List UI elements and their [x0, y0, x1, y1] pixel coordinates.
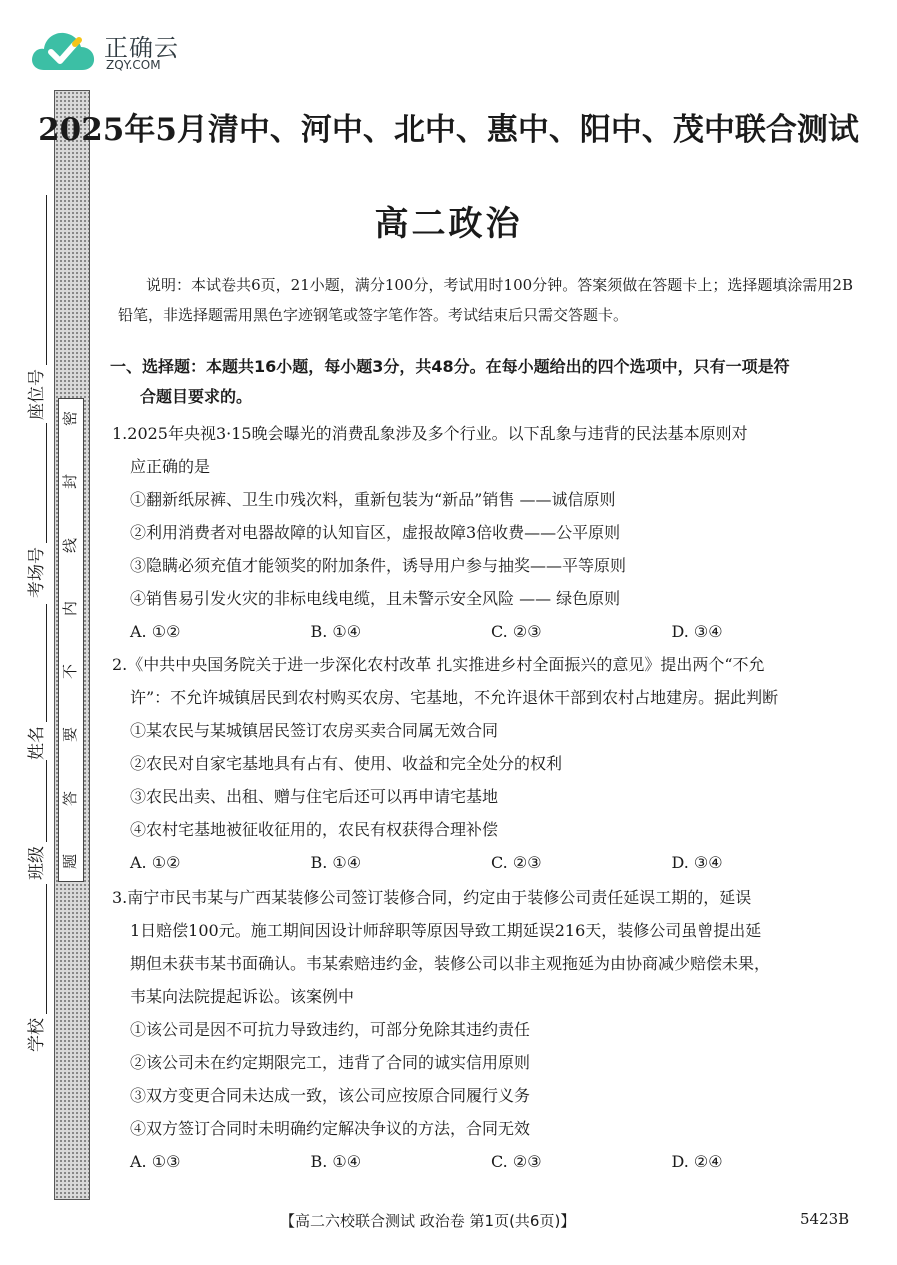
question-stem [112, 648, 852, 714]
exam-instructions: 说明：本试卷共6页，21小题，满分100分，考试用时100分钟。答案须做在答题卡上；选择题填涂需用2B铅笔，非选择题需用黑色字迹钢笔或签字笔作答。考试结束后只需交答题卡。 [118, 276, 853, 324]
brand-logo [30, 24, 200, 80]
exam-room-field[interactable] [22, 423, 47, 598]
choice-a[interactable]: A. ①③ [130, 1152, 181, 1171]
question-stem [112, 881, 852, 1013]
choice-d[interactable]: D. ②④ [671, 1152, 723, 1171]
question-stem [112, 417, 852, 483]
question-2 [112, 648, 852, 879]
choice-d[interactable]: D. ③④ [671, 622, 723, 641]
stem-line: 期但未获韦某书面确认。韦某索赔违约金，装修公司以非主观拖延为由协商减少赔偿未果， [130, 954, 771, 973]
stem-line: 韦某向法院提起诉讼。该案例中 [130, 987, 355, 1006]
stem-line: 应正确的是 [130, 457, 211, 476]
statement: ②该公司未在约定期限完工，违背了合同的诚实信用原则 [130, 1053, 531, 1072]
footer-code: 5423B [800, 1210, 850, 1228]
stem-line: 3.南宁市民韦某与广西某装修公司签订装修合同，约定由于装修公司责任延误工期的，延误 [112, 888, 752, 907]
statement: ③双方变更合同未达成一致，该公司应按原合同履行义务 [130, 1086, 531, 1105]
choice-b[interactable]: B. ①④ [310, 1152, 362, 1171]
seal-char: 答 [61, 790, 80, 806]
seal-char: 不 [61, 664, 80, 680]
name-field[interactable] [22, 604, 47, 760]
statement: ④农村宅基地被征收征用的，农民有权获得合理补偿 [130, 820, 499, 839]
field-line [45, 884, 47, 1014]
statement: ①该公司是因不可抗力导致违约，可部分免除其违约责任 [130, 1020, 531, 1039]
answer-choices [112, 1145, 852, 1178]
footer-page-info: 【高二六校联合测试 政治卷 第1页(共6页)】 [280, 1212, 576, 1230]
logo-domain: ZQY.COM [106, 58, 161, 72]
seal-char: 要 [61, 727, 80, 743]
field-line [45, 760, 47, 842]
seal-char: 线 [61, 537, 80, 553]
field-line [45, 604, 47, 722]
answer-choices [112, 846, 852, 879]
seal-notice [58, 398, 84, 882]
section-line: 合题目要求的。 [140, 387, 253, 406]
statement: ④销售易引发火灾的非标电线电缆，且未警示安全风险 —— 绿色原则 [130, 589, 621, 608]
question-3 [112, 881, 852, 1178]
statement: ①翻新纸尿裤、卫生巾残次料，重新包装为“新品”销售 ——诚信原则 [130, 490, 616, 509]
seal-char: 密 [61, 410, 80, 427]
school-field[interactable] [22, 884, 47, 1052]
section-line: 一、选择题：本题共16小题，每小题3分，共48分。在每小题给出的四个选项中，只有一项是符 [110, 357, 790, 376]
choice-a[interactable]: A. ①② [130, 853, 181, 872]
subject-title: 高二政治 [374, 204, 523, 244]
seal-char: 封 [61, 474, 80, 490]
class-field[interactable] [22, 760, 47, 880]
statement: ①某农民与某城镇居民签订农房买卖合同属无效合同 [130, 721, 499, 740]
stem-line: 许”：不允许城镇居民到农村购买农房、宅基地，不允许退休干部到农村占地建房。据此判断 [130, 688, 779, 707]
choice-b[interactable]: B. ①④ [310, 853, 362, 872]
field-label: 班级 [27, 846, 47, 880]
statement: ③隐瞒必须充值才能领奖的附加条件，诱导用户参与抽奖——平等原则 [130, 556, 627, 575]
choice-c[interactable]: C. ②③ [491, 622, 542, 641]
section-heading [110, 352, 850, 412]
stem-line: 1.2025年央视3·15晚会曝光的消费乱象涉及多个行业。以下乱象与违背的民法基本原则对 [112, 424, 748, 443]
choice-c[interactable]: C. ②③ [491, 853, 542, 872]
field-label: 学校 [27, 1018, 47, 1052]
field-line [45, 423, 47, 543]
statement: ②利用消费者对电器故障的认知盲区，虚报故障3倍收费——公平原则 [130, 523, 621, 542]
answer-choices [112, 615, 852, 648]
field-label: 姓名 [27, 726, 47, 760]
choice-d[interactable]: D. ③④ [671, 853, 723, 872]
cloud-check-icon [30, 28, 96, 74]
question-1 [112, 417, 852, 648]
logo-name: 正确云 [104, 34, 179, 62]
statement: ④双方签订合同时未明确约定解决争议的方法，合同无效 [130, 1119, 531, 1138]
choice-c[interactable]: C. ②③ [491, 1152, 542, 1171]
seal-char: 题 [61, 853, 80, 869]
choice-b[interactable]: B. ①④ [310, 622, 362, 641]
stem-line: 1日赔偿100元。施工期间因设计师辞职等原因导致工期延误216天，装修公司虽曾提出延 [130, 921, 762, 940]
statement: ③农民出卖、出租、赠与住宅后还可以再申请宅基地 [130, 787, 499, 806]
stem-line: 2.《中共中央国务院关于进一步深化农村改革 扎实推进乡村全面振兴的意见》提出两个“不允 [112, 655, 765, 674]
seal-char: 内 [61, 600, 80, 616]
field-label: 考场号 [27, 547, 47, 598]
choice-a[interactable]: A. ①② [130, 622, 181, 641]
field-label: 座位号 [27, 369, 47, 420]
exam-title: 2025年5月清中、河中、北中、惠中、阳中、茂中联合测试 [38, 112, 859, 148]
statement: ②农民对自家宅基地具有占有、使用、收益和完全处分的权利 [130, 754, 563, 773]
